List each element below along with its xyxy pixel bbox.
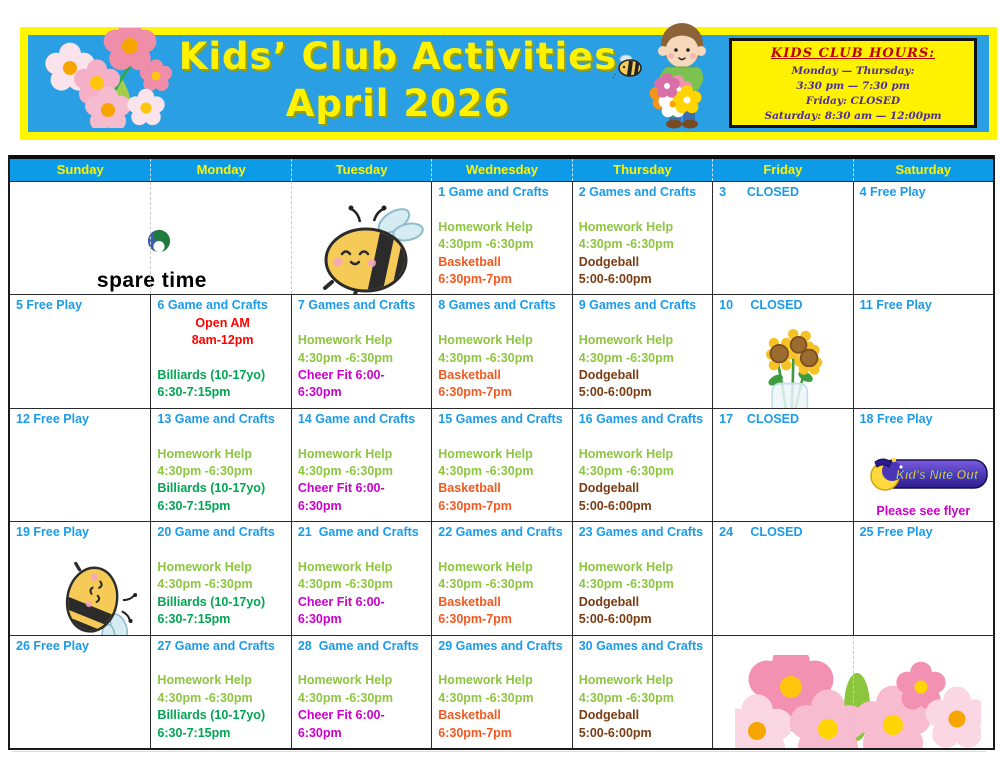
activity-line: Homework Help (157, 673, 252, 688)
activity-line: 6:30pm-7pm (438, 612, 512, 627)
activity-line: 5:00-6:00pm (578, 272, 652, 287)
activity-line: Homework Help (438, 446, 533, 461)
day-cell-15 (431, 408, 571, 521)
sunflowers-icon (719, 315, 849, 408)
calendar (8, 155, 995, 750)
activity-line: Basketball (438, 368, 501, 383)
activity-line: 8 Games and Crafts (438, 298, 556, 313)
activity-line: 4:30pm -6:30pm (297, 350, 394, 365)
logo-brand: spare time (96, 269, 207, 292)
club-logo (16, 184, 288, 294)
activity-line: 6:30pm (297, 498, 342, 513)
activity-line: 6:30-7:15pm (157, 498, 231, 513)
activity-line: Homework Help (157, 446, 252, 461)
page-divider (12, 751, 986, 752)
hours-line: Saturday: 8:30 am — 12:00pm (764, 110, 942, 122)
day-cell-18 (853, 408, 993, 521)
activity-line: Homework Help (578, 446, 674, 461)
page-title-line1: Kids’ Club Activities (178, 35, 618, 78)
day-cell-7 (291, 294, 431, 407)
day-cell-9 (572, 294, 712, 407)
activity-line: 4 Free Play (859, 185, 926, 199)
kids-nite-out-logo (860, 440, 990, 499)
day-cell-19 (10, 521, 150, 634)
day-header-thursday: Thursday (572, 159, 712, 181)
activity-line: 4:30pm -6:30pm (438, 237, 534, 252)
activity-line (298, 655, 428, 672)
day-cell-17 (712, 408, 852, 521)
activity-line: 4:30pm -6:30pm (438, 464, 534, 478)
activity-line: 6:30pm-7pm (438, 725, 512, 740)
activity-line: 15 Games and Crafts (438, 411, 563, 426)
day-cell-24 (712, 521, 852, 634)
activity-line: 4:30pm -6:30pm (297, 464, 394, 478)
activity-line: Homework Help (578, 559, 674, 574)
activity-line: Cheer Fit 6:00- (297, 481, 385, 496)
flowers-icon-cell (712, 635, 993, 748)
activity-line: 6:30pm (297, 725, 342, 740)
activity-line (438, 428, 568, 445)
activity-line: Dodgeball (578, 708, 640, 723)
hours-title: KIDS CLUB HOURS: (770, 46, 936, 61)
activity-line: Open AM (195, 315, 250, 330)
activity-line: Billiards (10-17yo) (157, 481, 266, 496)
activity-line: 4:30pm -6:30pm (297, 690, 394, 705)
activity-line (579, 315, 709, 332)
activity-line (157, 428, 287, 445)
activity-line: Homework Help (578, 673, 674, 688)
bee-icon (298, 184, 428, 294)
day-cell-27 (150, 635, 290, 748)
activity-line: Dodgeball (578, 594, 640, 609)
activity-line (579, 542, 709, 559)
activity-line: Homework Help (578, 333, 674, 348)
calendar-week-row (10, 635, 993, 748)
activity-line (579, 201, 709, 218)
activity-line: 6:30pm-7pm (438, 272, 512, 287)
activity-line: 28 Game and Crafts (297, 638, 419, 653)
day-cell-22 (431, 521, 571, 634)
activity-line: Dodgeball (578, 481, 640, 496)
activity-line: Cheer Fit 6:00- (297, 594, 385, 609)
activity-line: 4:30pm -6:30pm (438, 577, 534, 592)
activity-line: 4:30pm -6:30pm (578, 350, 674, 365)
day-cell-4 (853, 181, 993, 294)
calendar-week-row (10, 294, 993, 407)
activity-line (438, 315, 568, 332)
day-header-tuesday: Tuesday (291, 159, 431, 181)
activity-line (438, 201, 568, 218)
day-cell-29 (431, 635, 571, 748)
activity-line: 12 Free Play (16, 411, 89, 426)
activity-line: 5:00-6:00pm (578, 385, 652, 400)
activity-line: 5:00-6:00pm (578, 725, 652, 740)
page-title-line2: April 2026 (285, 82, 511, 125)
kids-nite-out-label: Kid's Nite Out (896, 468, 979, 483)
hours-box (729, 38, 977, 128)
activity-line: 26 Free Play (16, 638, 89, 653)
activity-line (157, 542, 287, 559)
activity-line: Homework Help (438, 219, 533, 234)
day-header-wednesday: Wednesday (431, 159, 571, 181)
activity-line: Billiards (10-17yo) (157, 368, 266, 383)
activity-line: Dodgeball (578, 368, 640, 383)
day-cell-8 (431, 294, 571, 407)
day-header-monday: Monday (150, 159, 290, 181)
activity-line: Cheer Fit 6:00- (297, 368, 385, 383)
activity-line: 4:30pm -6:30pm (438, 350, 534, 365)
activity-line: 4:30pm -6:30pm (157, 690, 253, 705)
activity-line: 21 Game and Crafts (297, 525, 419, 540)
activity-line: 5 Free Play (16, 298, 83, 313)
day-cell-21 (291, 521, 431, 634)
activity-line: 25 Free Play (859, 525, 933, 540)
day-cell-3 (712, 181, 852, 294)
bee2-icon (16, 542, 147, 635)
day-cell-23 (572, 521, 712, 634)
activity-line (579, 428, 709, 445)
activity-line: 3 CLOSED (719, 185, 800, 199)
day-cell-1 (431, 181, 571, 294)
activity-line: Billiards (10-17yo) (157, 708, 266, 723)
spare-time-s-icon (147, 229, 171, 253)
activity-line: 8am-12pm (191, 333, 254, 348)
activity-line: 6:30pm-7pm (438, 498, 512, 513)
activity-line: 4:30pm -6:30pm (157, 464, 253, 478)
activity-line: 19 Free Play (16, 525, 89, 540)
day-cell-16 (572, 408, 712, 521)
hours-line: Monday — Thursday: (791, 65, 915, 77)
activity-line (157, 350, 287, 367)
activity-line (298, 542, 428, 559)
activity-line: 2 Games and Crafts (578, 185, 697, 199)
activity-line (157, 655, 287, 672)
day-header-saturday: Saturday (853, 159, 993, 181)
day-cell-25 (853, 521, 993, 634)
activity-line: 29 Games and Crafts (438, 638, 563, 653)
day-cell-5 (10, 294, 150, 407)
activity-line: 5:00-6:00pm (578, 612, 652, 627)
activity-line: 4:30pm -6:30pm (438, 690, 534, 705)
day-cell-28 (291, 635, 431, 748)
activity-line: 13 Game and Crafts (157, 411, 275, 426)
activity-line: 6:30-7:15pm (157, 612, 231, 627)
activity-line: Homework Help (297, 333, 393, 348)
day-cell-10 (712, 294, 852, 407)
activity-line: Homework Help (578, 219, 674, 234)
activity-line: Homework Help (438, 673, 533, 688)
hours-line: 3:30 pm — 7:30 pm (796, 80, 910, 92)
calendar-week-row (10, 408, 993, 521)
hours-line: Friday: CLOSED (805, 95, 901, 107)
page-title (158, 33, 638, 127)
activity-line: Billiards (10-17yo) (157, 594, 266, 609)
activity-line: 16 Games and Crafts (578, 411, 704, 426)
activity-line: 9 Games and Crafts (578, 298, 697, 313)
day-header-sunday: Sunday (56, 162, 104, 177)
activity-line: 11 Free Play (859, 298, 932, 313)
activity-line: 6 Game and Crafts (157, 298, 268, 313)
activity-line: 6:30-7:15pm (157, 385, 231, 400)
day-cell-20 (150, 521, 290, 634)
day-cell-26 (10, 635, 150, 748)
day-header-friday: Friday (712, 159, 852, 181)
activity-line: 22 Games and Crafts (438, 525, 563, 540)
activity-line: 10 CLOSED (719, 298, 803, 313)
day-cell-6 (150, 294, 290, 407)
activity-line: Homework Help (297, 559, 393, 574)
activity-line: 6:30-7:15pm (157, 725, 231, 740)
cell-footer-note: Please see flyer (876, 504, 971, 519)
bee-icon-cell (291, 181, 431, 294)
day-cell-13 (150, 408, 290, 521)
activity-line: 30 Games and Crafts (578, 638, 704, 653)
activity-line: 1 Game and Crafts (438, 185, 549, 199)
activity-line: Homework Help (438, 559, 533, 574)
activity-line: Homework Help (297, 673, 393, 688)
activity-line: 4:30pm -6:30pm (578, 237, 674, 252)
day-cell-14 (291, 408, 431, 521)
activity-line: Basketball (438, 594, 501, 609)
activity-line: 4:30pm -6:30pm (297, 577, 394, 592)
activity-line: 18 Free Play (859, 411, 933, 426)
activity-line: 4:30pm -6:30pm (578, 690, 674, 705)
calendar-week-row (10, 181, 993, 294)
activity-line: 20 Game and Crafts (157, 525, 275, 540)
day-cell-2 (572, 181, 712, 294)
calendar-week-row (10, 521, 993, 634)
activity-line: 6:30pm (297, 612, 342, 627)
activity-line: Homework Help (297, 446, 393, 461)
activity-line: 7 Games and Crafts (297, 298, 416, 313)
activity-line: Dodgeball (578, 254, 640, 269)
activity-line: Homework Help (157, 559, 252, 574)
activity-line: Cheer Fit 6:00- (297, 708, 385, 723)
activity-line: 4:30pm -6:30pm (157, 577, 253, 592)
activity-line (438, 542, 568, 559)
activity-line (438, 655, 568, 672)
day-cell-30 (572, 635, 712, 748)
day-cell-12 (10, 408, 150, 521)
top-flowers-icon (42, 28, 192, 133)
activity-line: 4:30pm -6:30pm (578, 577, 674, 592)
day-cell-11 (853, 294, 993, 407)
activity-line: 27 Game and Crafts (157, 638, 275, 653)
activity-line (298, 428, 428, 445)
activity-line: 5:00-6:00pm (578, 498, 652, 513)
club-logo (16, 212, 288, 294)
activity-line: 6:30pm-7pm (438, 385, 512, 400)
activity-line: Basketball (438, 254, 501, 269)
activity-line: 17 CLOSED (719, 411, 800, 426)
activity-line (579, 655, 709, 672)
activity-line: 6:30pm (297, 385, 342, 400)
activity-line: Basketball (438, 481, 501, 496)
activity-line (298, 315, 428, 332)
activity-line: Homework Help (438, 333, 533, 348)
activity-line: 23 Games and Crafts (578, 525, 704, 540)
activity-line: 4:30pm -6:30pm (578, 464, 674, 478)
activity-line: 14 Game and Crafts (297, 411, 416, 426)
flowers-icon (719, 638, 990, 748)
boy-with-flowers-icon (640, 20, 724, 143)
activity-line: 24 CLOSED (719, 525, 803, 540)
club-logo-cell (10, 181, 291, 294)
day-header-row (10, 155, 993, 181)
activity-line: Basketball (438, 708, 501, 723)
